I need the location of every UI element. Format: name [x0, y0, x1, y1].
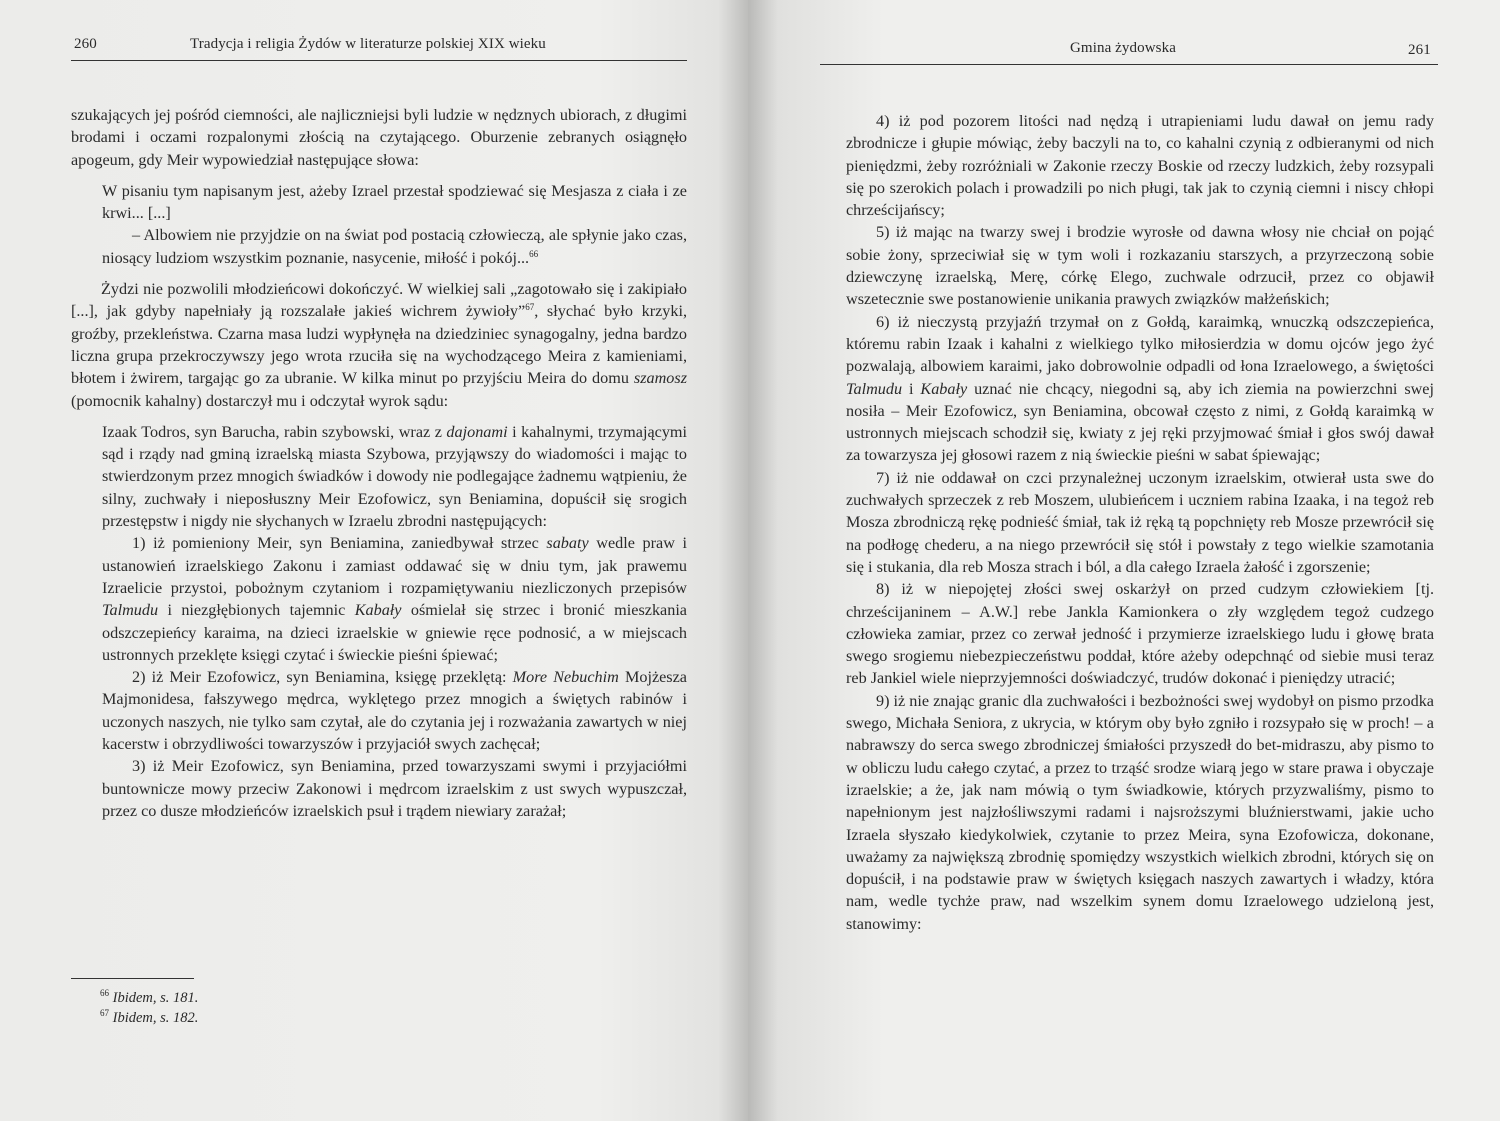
paragraph: 7) iż nie oddawał on czci przynależnej uczonym izraelskim, otwierał usta swe do zuchwałych sprzeczek z reb Moszem, ulubieńcem i uczniem rabina Izaaka, i na tegoż reb Mosza zbrodniczą rękę podnieść śmiał, tak iż ręką tą popchnięty reb Mosze przewrócił się na podłogę chederu, a na niego przewrócił się stół i powstały z tego wielkie szamotania się i stukania, dla reb Mosza strach i ból, a dla całego Izraela żałość i zgorszenie;	[846, 468, 1434, 576]
block-quote	[102, 180, 687, 269]
right-page	[748, 0, 1500, 1121]
paragraph: Izaak Todros, syn Barucha, rabin szybowski, wraz z dajonami i kahalnymi, trzymającymi sąd i rządy nad gminą izraelską miasta Szybowa, przyjąwszy do wiadomości i mając to stwierdzonym przez mnogich świadków i dowody nie podlegające żadnemu wątpieniu, że silny, zuchwały i nieposłuszny Meir Ezofowicz, syn Beniamina, dopuścił się srogich przestępstw i nigdy nie słychanych w Izraelu zbrodni następujących:	[102, 422, 687, 531]
footnote	[100, 988, 198, 1008]
running-title-right: Gmina żydowska	[1070, 40, 1176, 56]
paragraph: szukających jej pośród ciemności, ale najliczniejsi byli ludzie w nędznych ubiorach, z długimi brodami i oczami rozpalonymi złością na czytającego. Oburzenie zebranych osiągnęło apogeum, gdy Meir wypowiedział następujące słowa:	[71, 106, 687, 169]
paragraph: 1) iż pomieniony Meir, syn Beniamina, zaniedbywał strzec sabaty wedle praw i ustanowień izraelskiego Zakonu i zamiast oddawać się w dniu tym, jak prawemu Izraelicie przystoi, pobożnym czytaniom i rozpamiętywaniu niezliczonych przepisów Talmudu i niezgłębionych tajemnic Kabały ośmielał się strzec i bronić mieszkania odszczepieńcy karaima, na dzieci izraelskie w gniewie ręce podnosić, a w miejscach ustronnych przeklęte księgi czytać i świeckie pieśni śpiewać;	[102, 534, 687, 664]
footnote-text: Ibidem, s. 182.	[112, 1010, 199, 1026]
right-body-text	[846, 110, 1434, 935]
footnote-text: Ibidem, s. 181.	[112, 990, 199, 1006]
paragraph: 4) iż pod pozorem litości nad nędzą i utrapieniami ludu dawał on jemu rady zbrodnicze i głupie mówiąc, żeby baczyli na to, co kahalni czynią z odbieranymi od nich pieniędzmi, żeby rozróżniali w Zakonie rzeczy Boskie od rzeczy ludzkich, żeby rozsypali się po szerokich polach i prowadzili po nich pługi, tak jak to czynią ciemni i niscy chłopi chrześcijańscy;	[846, 112, 1434, 220]
paragraph: 9) iż nie znając granic dla zuchwałości i bezbożności swej wydobył on pismo przodka swego, Michała Seniora, z ukrycia, w którym oby było zgniło i rozsypało się w proch! – a nabrawszy do serca swego zbrodniczej śmiałości przyszedł do bet-midraszu, aby pismo to w obliczu ludu całego czytać, a przez to trząść srodze wiarą jego w stare prawa i obyczaje izraelskie; a że, jak nam mówią o tym świadkowie, których przyzwaliśmy, pismo to napełnionym jest najzłośliwszymi radami i najsroższymi bluźnierstwami, jakie ucho Izraela słyszało kiedykolwiek, czytanie to przez Meira, syna Ezofowicza, dokonane, uważamy za największą zbrodnię spomiędzy wszystkich wielkich zbrodni, których się on dopuścił, i na podstawie praw w świętych księgach naszych zawartych i władzy, która nam, wedle tychże praw, nad wszelkim synem domu Izraelowego udzieloną jest, stanowimy:	[846, 691, 1434, 933]
footnote-rule	[71, 978, 194, 979]
block-quote	[102, 421, 687, 822]
footnote-number: 67	[100, 1008, 109, 1018]
running-title-left: Tradycja i religia Żydów w literaturze polskiej XIX wieku	[190, 36, 546, 52]
footnote-ref: 67	[525, 302, 535, 313]
footnote-ref: 66	[529, 248, 539, 259]
paragraph: – Albowiem nie przyjdzie on na świat pod postacią człowieczą, ale spłynie jako czas, niosący ludziom wszystkim poznanie, nasycenie, miłość i pokój...$^{66}$	[102, 226, 687, 267]
paragraph: Żydzi nie pozwolili młodzieńcowi dokończyć. W wielkiej sali „zagotowało się i zakipiało [...], jak gdyby napełniały ją rozszalałe jakieś wichrem żywioły”$^{67}$, słychać było krzyki, groźby, przekleństwa. Czarna masa ludzi wypłynęła na dziedziniec synagogalny, jedna bardzo liczna grupa przekroczywszy jego wrota rzuciła się na wychodzącego Meira z kamieniami, błotem i żwirem, targając go za ubranie. W kilka minut po przyjściu Meira do domu szamosz (pomocnik kahalny) dostarczył mu i odczytał wyrok sądu:	[71, 280, 688, 410]
header-rule-right	[820, 64, 1438, 65]
left-body-text	[71, 104, 687, 822]
paragraph: 8) iż w niepojętej złości swej oskarżył on przed cudzym człowiekiem [tj. chrześcijaninem – A.W.] rebe Jankla Kamionkera o zły względem tegoż cudzego człowieka zamiar, przez co zerwał jedność i przymierze izraelskiego ludu i głowę brata swego srogiemu niebezpieczeństwu poddał, które ażeby odepchnąć od siebie musi teraz reb Jankiel wiele nieprzyjemności doświadczyć, trudów dokonać i pieniędzy utracić;	[846, 580, 1434, 688]
left-page	[0, 0, 748, 1121]
page-number-left: 260	[74, 36, 97, 52]
footnote-number: 66	[100, 988, 109, 998]
footnote	[100, 1008, 198, 1028]
paragraph: 6) iż nieczystą przyjaźń trzymał on z Gołdą, karaimką, wnuczką odszczepieńca, któremu rabin Izaak i kahalni z wielkiego tylko miłosierdzia w domu ojców jego żyć pozwalają, albowiem karaimi, jako dobrowolnie odpadli od łona Izraelowego, a świętości Talmudu i Kabały uznać nie chcący, niegodni są, aby ich ziemia na powierzchni swej nosiła – Meir Ezofowicz, syn Beniamina, obcował często z nimi, z Gołdą karaimką w ustronnych miejscach schodził się, kwiaty z jej ręki przyjmować śmiał i głos swój dawał za towarzysza jej głosowi razem z nią świeckie pieśni w sabat śpiewając;	[846, 312, 1434, 465]
page-number-right: 261	[1408, 42, 1431, 58]
paragraph: 5) iż mając na twarzy swej i brodzie wyrosłe od dawna włosy nie chciał on pojąć sobie żony, sprzeciwiał się w tym woli i rozkazaniu starszych, a przyrzeczoną sobie dziewczynę izraelską, Merę, córkę Elego, zuchwale odrzucił, przez co objawił wszetecznie swe postanowienie unikania prawych związków małżeńskich;	[846, 223, 1434, 309]
paragraph: W pisaniu tym napisanym jest, ażeby Izrael przestał spodziewać się Mesjasza z ciała i ze krwi... [...]	[102, 181, 687, 223]
paragraph: 2) iż Meir Ezofowicz, syn Beniamina, księgę przeklętą: More Nebuchim Mojżesza Majmonidesa, fałszywego mędrca, wyklętego przez mnogich a świętych rabinów i uczonych naszych, nie tylko sam czytał, ale do czytania jej i rozważania zawartych w niej kacerstw i obrzydliwości towarzyszów i przyjaciół swych zachęcał;	[102, 668, 687, 754]
paragraph: 3) iż Meir Ezofowicz, syn Beniamina, przed towarzyszami swymi i przyjaciółmi buntownicze mowy przeciw Zakonowi i mędrcom izraelskim z ust swych wypuszczał, przez co dusze młodzieńców izraelskich psuł i trądem niewiary zarażał;	[102, 757, 687, 820]
footnotes	[100, 988, 198, 1028]
header-rule-left	[71, 60, 687, 61]
